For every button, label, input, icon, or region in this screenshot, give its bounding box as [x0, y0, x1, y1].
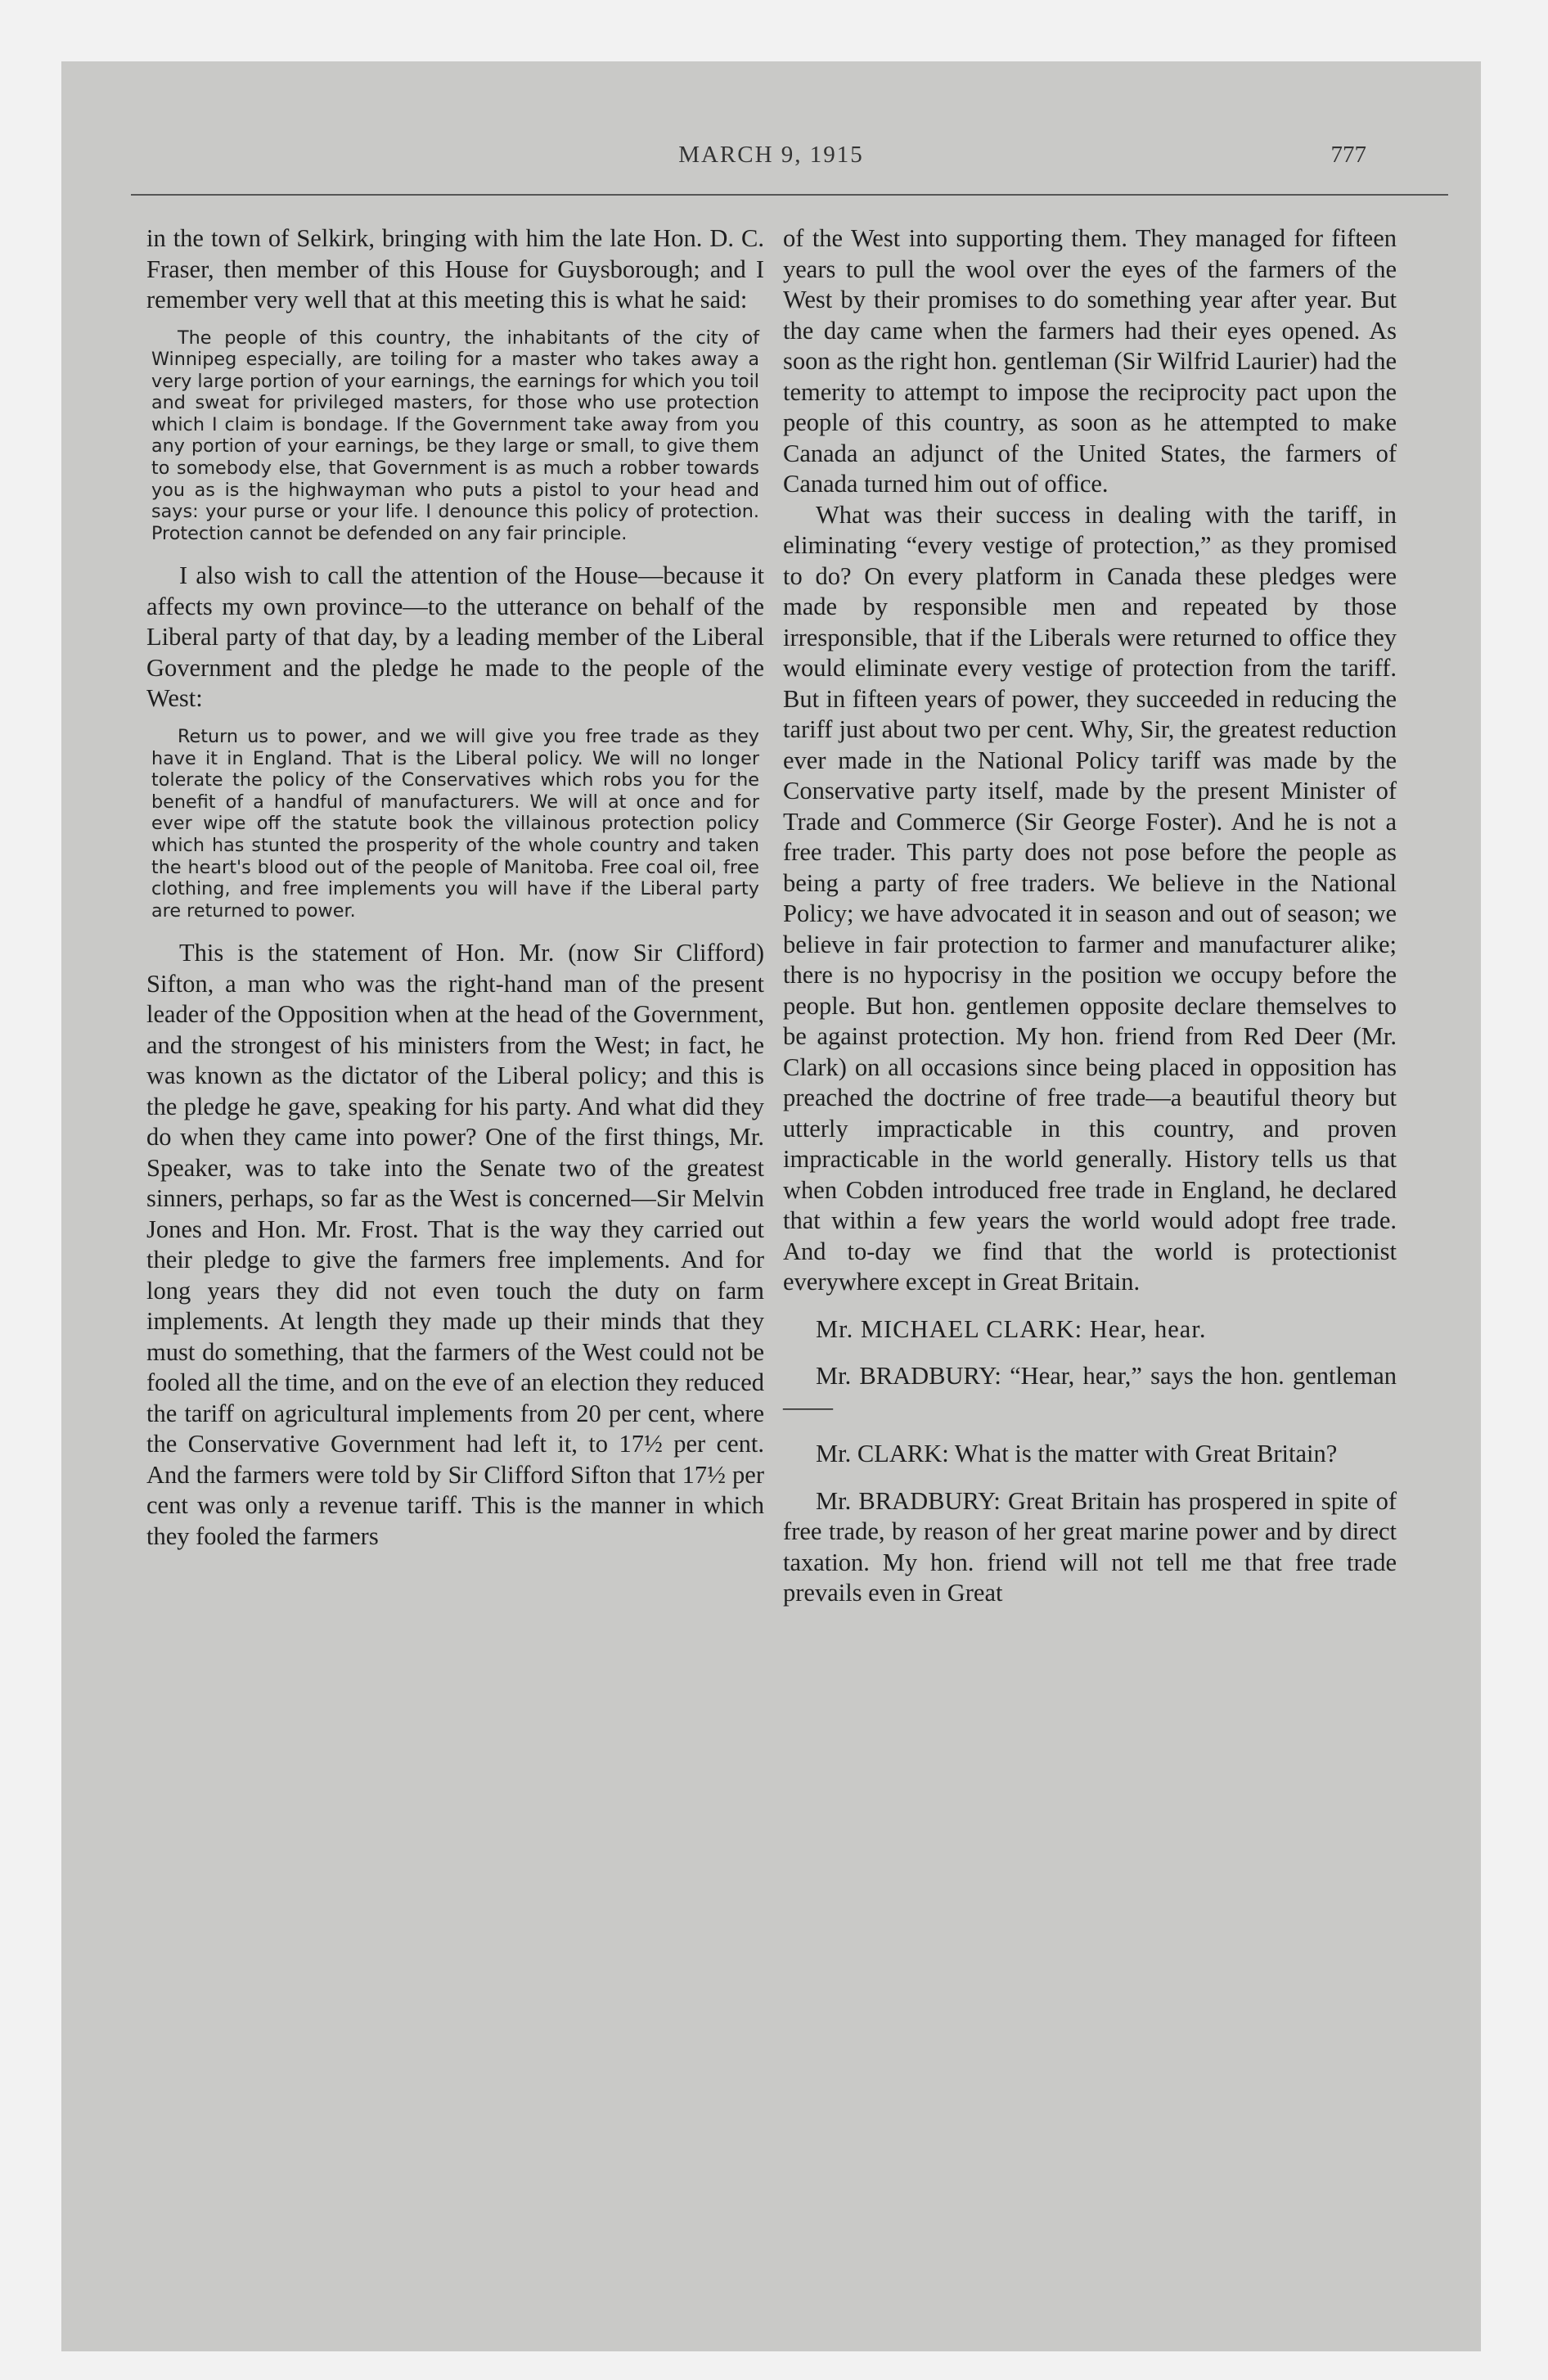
header-date: MARCH 9, 1915 [678, 142, 864, 168]
speech-bradbury-1: Mr. BRADBURY: “Hear, hear,” says the hon. gentleman—— [783, 1362, 1397, 1421]
left-paragraph-3: This is the statement of Hon. Mr. (now Sir Clifford) Sifton, a man who was the right-hand man of the present leader of the Opposition when at the head of the Government, and the strongest of his ministers from the West; in fact, he was known as the dictator of the Liberal policy; and this is the pledge he gave, speaking for his party. And what did they do when they came into power? One of the first things, Mr. Speaker, was to take into the Senate two of the greatest sinners, perhaps, so far as the West is concerned—Sir Melvin Jones and Hon. Mr. Frost. That is the way they carried out their pledge to give the farmers free implements. And for long years they did not even touch the duty on farm implements. At length they made up their minds that they must do something, that the farmers of the West could not be fooled all the time, and on the eve of an election they reduced the tariff on agricultural implements from 20 per cent, where the Conservative Government had left it, to 17½ per cent. And the farmers were told by Sir Clifford Sifton that 17½ per cent was only a revenue tariff. This is the manner in which they fooled the farmers [146, 939, 764, 1550]
right-paragraph-1: of the West into supporting them. They managed for fifteen years to pull the wool over the eyes of the farmers of the West by their promises to do something year after year. But the day came when the farmers had their eyes opened. As soon as the right hon. gentleman (Sir Wilfrid Laurier) had the temerity to attempt to impose the reciprocity pact upon the people of this country, as soon as he attempted to make Canada an adjunct of the United States, the farmers of Canada turned him out of office. [783, 224, 1397, 498]
left-column [146, 223, 764, 1552]
right-column [783, 223, 1397, 1609]
header-rule [131, 194, 1448, 196]
left-paragraph-1: in the town of Selkirk, bringing with him the late Hon. D. C. Fraser, then member of this House for Guysborough; and I remember very well that at this meeting this is what he said: [146, 224, 764, 313]
left-paragraph-2: I also wish to call the attention of the House—because it affects my own province—to the utterance on behalf of the Liberal party of that day, by a leading member of the Liberal Government and the pledge he made to the people of the West: [146, 561, 764, 713]
running-header [61, 142, 1481, 183]
quote-block-2: Return us to power, and we will give you free trade as they have it in England. That is the Liberal policy. We will no longer tolerate the policy of the Conservatives which robs you for the benefit of a handful of manufacturers. We will at once and for ever wipe off the statute book the villainous protection policy which has stunted the prosperity of the whole country and taken the heart's blood out of the people of Manitoba. Free coal oil, free clothing, and free implements you will have if the Liberal party are returned to power. [151, 725, 759, 922]
speech-michael-clark: Mr. MICHAEL CLARK: Hear, hear. [816, 1314, 1207, 1343]
quote-block-1: The people of this country, the inhabitants of the city of Winnipeg especially, are toiling for a master who takes away a very large portion of your earnings, the earnings for which you toil and sweat for privileged masters, for those who use protection which I claim is bondage. If the Government take away from you any portion of your earnings, be they large or small, to give them to somebody else, that Government is as much a robber towards you as is the highwayman who puts a pistol to your head and says: your purse or your life. I denounce this policy of protection. Protection cannot be defended on any fair principle. [151, 327, 759, 544]
right-paragraph-2: What was their success in dealing with the tariff, in eliminating “every vestige of protection,” as they promised to do? On every platform in Canada these pledges were made by responsible men and repeated by those irresponsible, that if the Liberals were returned to office they would eliminate every vestige of protection from the tariff. But in fifteen years of power, they succeeded in reducing the tariff just about two per cent. Why, Sir, the greatest reduction ever made in the National Policy tariff was made by the Conservative party itself, made by the present Minister of Trade and Commerce (Sir George Foster). And he is not a free trader. This party does not pose before the people as being a party of free traders. We believe in the National Policy; we have advocated it in season and out of season; we believe in fair protection to farmer and manufacturer alike; there is no hypocrisy in the position we occupy before the people. But hon. gentlemen opposite declare themselves to be against protection. My hon. friend from Red Deer (Mr. Clark) on all occasions since being placed in opposition has preached the doctrine of free trade—a beautiful theory but utterly impracticable in this country, and proven impracticable in the world generally. History tells us that when Cobden introduced free trade in England, he declared that within a few years the world would adopt free trade. And to-day we find that the world is protectionist everywhere except in Great Britain. [783, 500, 1397, 1296]
page-number: 777 [1330, 142, 1366, 168]
document-page [61, 61, 1481, 2351]
speech-bradbury-2: Mr. BRADBURY: Great Britain has prospered in spite of free trade, by reason of her great marine power and by direct taxation. My hon. friend will not tell me that free trade prevails even in Great [783, 1486, 1397, 1607]
speech-clark: Mr. CLARK: What is the matter with Great Britain? [816, 1440, 1338, 1467]
